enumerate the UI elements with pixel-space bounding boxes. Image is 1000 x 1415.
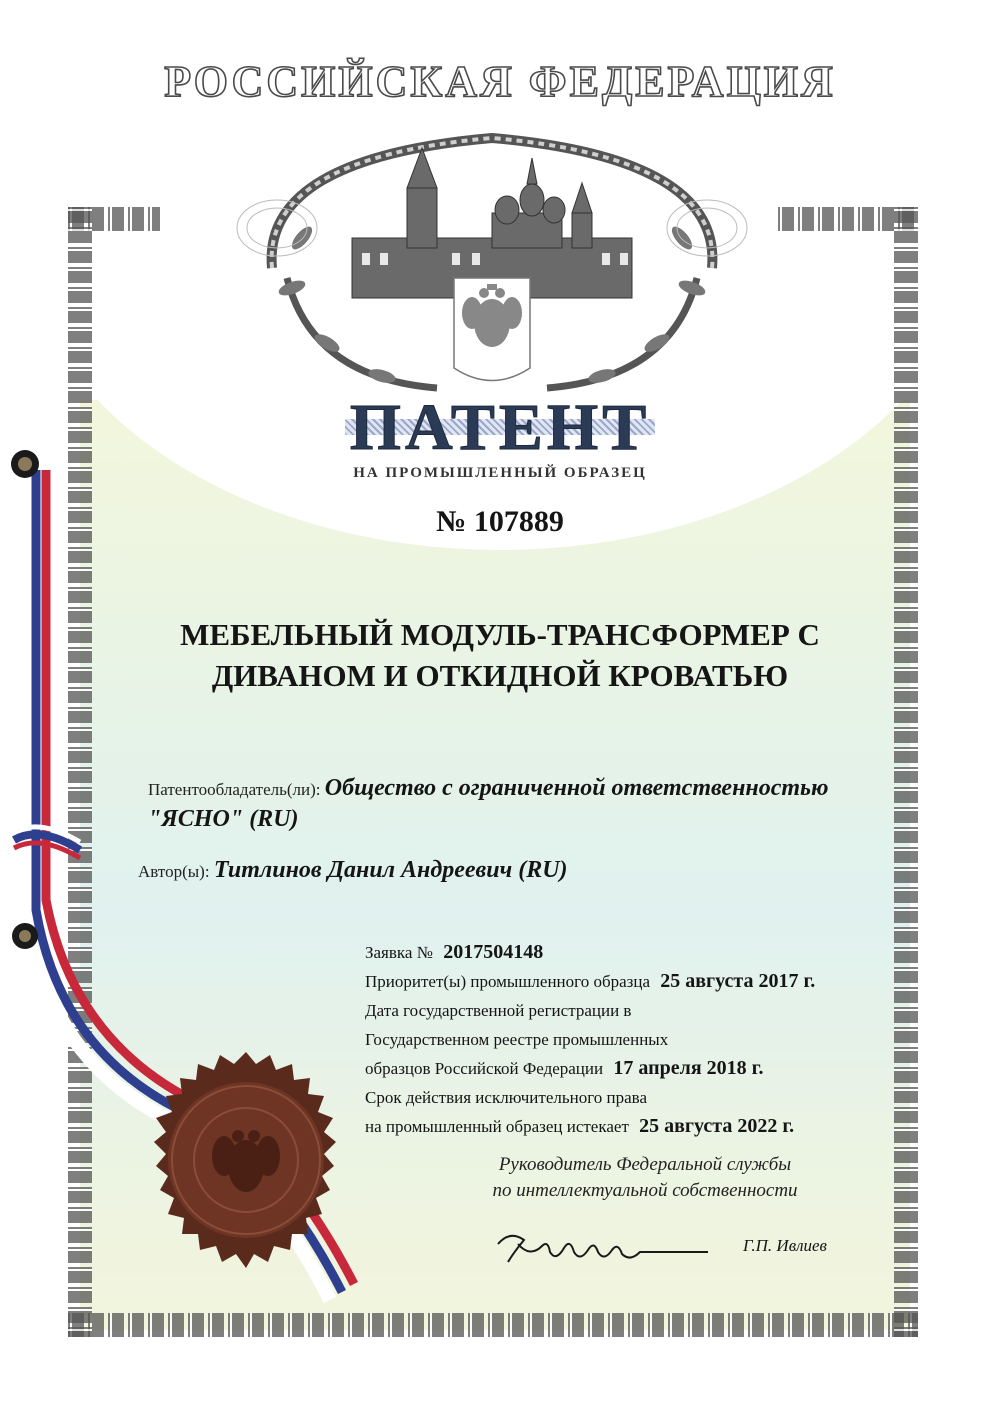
author-label: Автор(ы): xyxy=(138,862,210,881)
patent-holder-label: Патентообладатель(ли): xyxy=(148,780,321,799)
patent-number: № 107889 xyxy=(436,505,564,538)
author-value: Титлинов Данил Андреевич (RU) xyxy=(213,857,568,883)
registration-date-line xyxy=(365,1054,885,1083)
signatory-position xyxy=(470,1152,820,1203)
registration-label: образцов Российской Федерации xyxy=(365,1059,604,1078)
country-heading: РОССИЙСКАЯ ФЕДЕРАЦИЯ xyxy=(164,57,836,106)
registration-label-line: Дата государственной регистрации в xyxy=(365,1001,632,1020)
registration-details xyxy=(365,938,885,1141)
patent-subtitle: НА ПРОМЫШЛЕННЫЙ ОБРАЗЕЦ xyxy=(353,465,647,481)
signer-name: Г.П. Ивлиев xyxy=(743,1236,827,1255)
term-date-line xyxy=(365,1112,885,1141)
priority-line xyxy=(365,967,885,996)
handwritten-signature xyxy=(490,1222,720,1270)
registration-label-line: Государственном реестре промышленных xyxy=(365,1030,669,1049)
term-label-line: Срок действия исключительного права xyxy=(365,1088,647,1107)
application-line xyxy=(365,938,885,967)
application-number: 2017504148 xyxy=(443,941,544,963)
wax-seal-icon xyxy=(128,1050,364,1286)
patent-holder-value: Общество с ограниченной ответственностью xyxy=(324,775,829,801)
application-label: Заявка № xyxy=(365,943,433,962)
term-expiry-date: 25 августа 2022 г. xyxy=(639,1115,795,1137)
patent-title: ПАТЕНТ xyxy=(349,391,651,464)
priority-label: Приоритет(ы) промышленного образца xyxy=(365,972,650,991)
invention-title-line: МЕБЕЛЬНЫЙ МОДУЛЬ-ТРАНСФОРМЕР С xyxy=(180,617,820,652)
signatory-position-line: по интеллектуальной собственности xyxy=(492,1179,798,1201)
binding-rivets-icon xyxy=(5,446,45,956)
signatory-position-line: Руководитель Федеральной службы xyxy=(498,1154,792,1175)
priority-date: 25 августа 2017 г. xyxy=(660,970,816,992)
patent-holder-value-cont: "ЯСНО" (RU) xyxy=(148,806,299,833)
kremlin-emblem-icon xyxy=(232,118,752,408)
invention-title-line: ДИВАНОМ И ОТКИДНОЙ КРОВАТЬЮ xyxy=(211,657,789,693)
term-label: на промышленный образец истекает xyxy=(365,1117,629,1136)
registration-date: 17 апреля 2018 г. xyxy=(613,1057,764,1079)
